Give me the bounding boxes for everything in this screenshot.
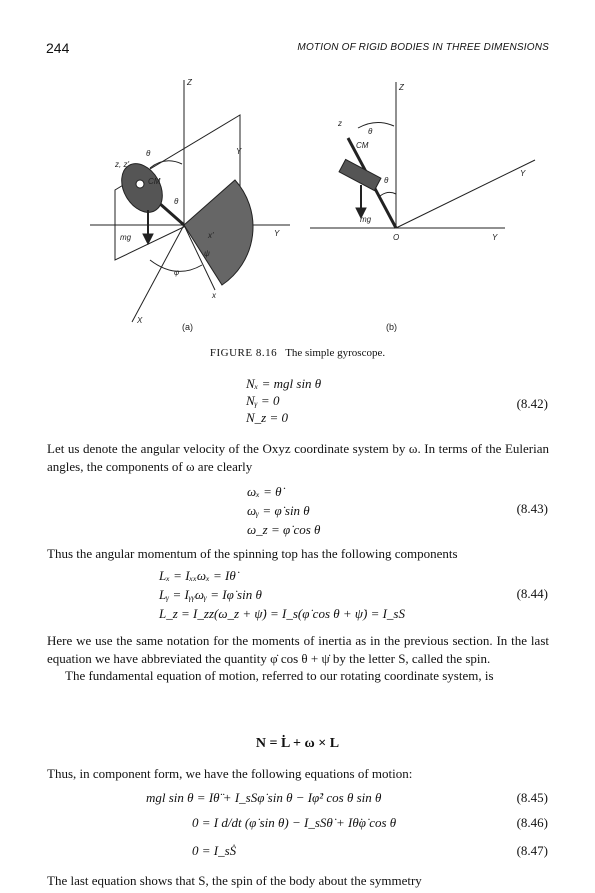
paragraph (47, 765, 549, 783)
main-equation: N = L̇ + ω × L (255, 736, 340, 751)
equation-8-46: 0 = I d/dt (φ̇ sin θ) − I_sSθ̇ + Iθ̇φ̇ cos θ (192, 815, 397, 830)
y-diag-b (396, 160, 535, 228)
equation-number: (8.45) (516, 790, 548, 805)
eq-line: ωₓ = θ̇ (247, 484, 282, 499)
label-phi: φ (174, 268, 180, 277)
label-y-a: Y (236, 147, 242, 156)
label-x2-a: x (212, 291, 216, 300)
label-cm-a: CM (148, 177, 161, 186)
paragraph-text: The fundamental equation of motion, referred to our rotating coordinate system, is (65, 668, 494, 683)
equation-number: (8.46) (516, 815, 548, 830)
eq-line: N_z = 0 (246, 410, 289, 425)
paragraph (47, 545, 549, 563)
panel-a (90, 80, 290, 322)
eq-line: Nᵧ = 0 (246, 393, 280, 408)
label-o-b: O (393, 233, 400, 242)
label-zz: z, z' (115, 160, 129, 169)
equation-8-42 (246, 375, 321, 426)
equation-number: (8.43) (516, 501, 548, 516)
equation-8-47: 0 = I_sṠ (192, 843, 237, 858)
label-y2-b: Y (492, 233, 498, 242)
label-y-b: Y (520, 169, 526, 178)
shaded-sector (184, 180, 253, 285)
label-theta-top-b: θ (368, 127, 373, 136)
theta-arc-b (380, 192, 396, 196)
label-part-a: (a) (182, 322, 193, 332)
figure-gyroscope (0, 60, 595, 345)
eq-line: L_z = I_zz(ω_z + ψ̇) = I_s(φ̇ cos θ + ψ̇) = I_sS (159, 606, 405, 621)
label-zsmall-b: z (338, 119, 342, 128)
eq-line: Nₓ = mgl sin θ (246, 376, 322, 391)
eq-line: Lᵧ = Iᵧᵧωᵧ = Iφ̇ sin θ (159, 587, 262, 602)
paragraph-text: Let us denote the angular velocity of the Oxyz coordinate system by ω. In terms of the Eulerian angles, the components of ω are clearly (47, 441, 549, 474)
page-number: 244 (46, 40, 70, 56)
equation-number: (8.42) (516, 396, 548, 411)
caption-text: The simple gyroscope. (285, 347, 386, 359)
eq-line: Lₓ = Iₓₓωₓ = Iθ̇ (159, 568, 236, 583)
equation-8-45: mgl sin θ = Iθ̈ + I_sSφ̇ sin θ − Iφ̇² cos θ sin θ (146, 790, 382, 805)
paragraph (47, 440, 549, 475)
label-xprime: x' (208, 231, 214, 240)
main-equation-row (0, 734, 595, 752)
paragraph-text: Thus the angular momentum of the spinning top has the following components (47, 546, 458, 561)
theta-arc-top-b (358, 122, 394, 128)
equation-number: (8.47) (516, 843, 548, 858)
label-z-a: Z (187, 78, 192, 87)
running-title: MOTION OF RIGID BODIES IN THREE DIMENSIONS (297, 42, 549, 53)
panel-b (310, 82, 535, 228)
label-theta-b: θ (384, 176, 389, 185)
equation-number: (8.44) (516, 586, 548, 601)
label-cm-b: CM (356, 141, 369, 150)
label-x-a: X (137, 316, 143, 325)
label-mg-b: mg (360, 215, 372, 224)
label-psi: ψ (204, 249, 210, 258)
equation-8-43 (247, 482, 320, 539)
caption-label: FIGURE 8.16 (209, 347, 278, 359)
label-theta-a: θ (174, 197, 179, 206)
eq-line: ωᵧ = φ̇ sin θ (247, 503, 310, 518)
equation-8-44 (159, 566, 405, 623)
theta-arc-a (150, 161, 182, 168)
figure-caption (0, 347, 595, 359)
eq-line: ω_z = φ̇ cos θ (247, 522, 321, 537)
paragraph-text: Here we use the same notation for the moments of inertia as in the previous section. In the last equation we have abbreviated the quantity φ̇ cos θ + ψ̇ by the letter S, called the spin. (47, 633, 549, 666)
figure-diagram (0, 60, 595, 345)
cm-dot (136, 180, 144, 188)
paragraph (47, 872, 549, 890)
label-y2-a: Y (274, 229, 280, 238)
paragraph (47, 632, 549, 685)
paragraph-text: Thus, in component form, we have the following equations of motion: (47, 766, 413, 781)
label-theta-top-a: θ (146, 149, 151, 158)
paragraph-text: The last equation shows that S, the spin of the body about the symmetry (47, 873, 422, 888)
label-part-b: (b) (386, 322, 397, 332)
label-mg-a: mg (120, 233, 132, 242)
label-z-b: Z (399, 83, 404, 92)
